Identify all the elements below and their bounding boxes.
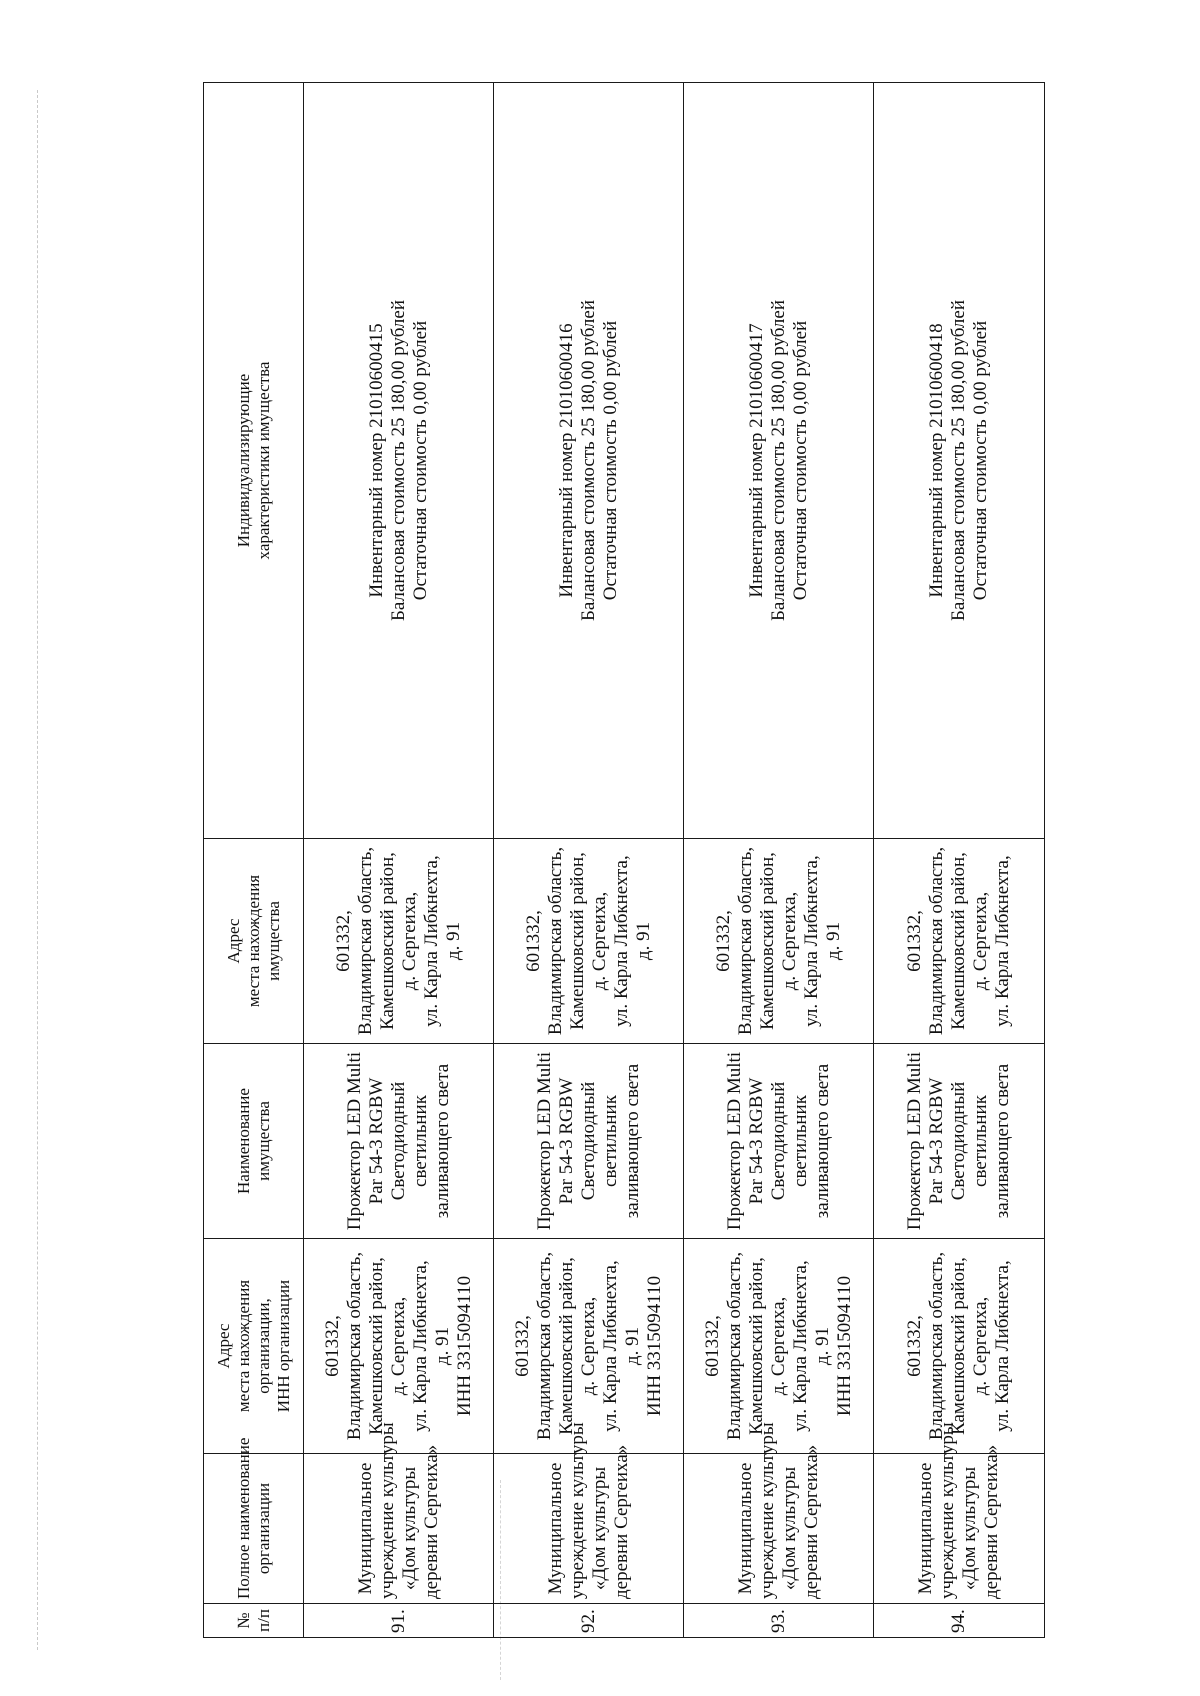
cell-line: деревни Сергеиха» <box>420 1444 442 1599</box>
characteristics-cell <box>494 83 684 839</box>
cell-line: Владимирская область, <box>544 846 566 1036</box>
cell-line: Наименование <box>233 1088 253 1194</box>
cell-line: ул. Карла Либкнехта, <box>789 1260 811 1432</box>
cell-line: 601332, <box>904 910 925 972</box>
cell-line: д. Сергеиха, <box>970 891 991 991</box>
characteristics-cell <box>304 83 494 839</box>
cell-line: деревни Сергеиха» <box>800 1444 822 1599</box>
cell-line: учреждение культуры <box>756 1422 778 1599</box>
cell-line: 601332, <box>522 910 544 972</box>
scan-artifact-line <box>37 90 38 1650</box>
cell-line: Владимирская область, <box>354 846 376 1036</box>
header-characteristics <box>204 83 304 839</box>
cell-line: Камешковский район, <box>948 1257 969 1435</box>
cell-line: Балансовая стоимость 25 180,00 рублей <box>577 300 599 621</box>
cell-line: Адрес <box>223 918 243 964</box>
cell-line: Камешковский район, <box>745 1257 767 1435</box>
org-address-cell <box>494 1239 684 1454</box>
cell-line: Светодиодный <box>948 1081 969 1201</box>
cell-line: Балансовая стоимость 25 180,00 рублей <box>948 300 969 621</box>
cell-line: учреждение культуры <box>566 1422 588 1599</box>
table-row <box>684 83 874 1638</box>
cell-line: Инвентарный номер 21010600416 <box>555 323 577 598</box>
cell-line: Камешковский район, <box>365 1257 387 1435</box>
cell-line: Камешковский район, <box>376 852 398 1030</box>
cell-line: учреждение культуры <box>937 1422 958 1599</box>
cell-line: д. Сергеиха, <box>577 1296 599 1396</box>
property-name-cell <box>304 1044 494 1239</box>
cell-line: светильник <box>789 1095 811 1187</box>
cell-line: Камешковский район, <box>555 1257 577 1435</box>
cell-line: Прожектор LED Multi <box>343 1051 365 1231</box>
cell-line: 601332, <box>511 1315 533 1377</box>
row-number: 93. <box>684 1604 874 1638</box>
cell-line: Балансовая стоимость 25 180,00 рублей <box>387 300 409 621</box>
cell-line: 601332, <box>701 1315 723 1377</box>
cell-line: Муниципальное <box>354 1462 376 1595</box>
cell-line: д. 91 <box>442 921 464 961</box>
characteristics-cell <box>684 83 874 839</box>
cell-line: Par 54-3 RGBW <box>926 1077 947 1205</box>
cell-line: характеристики имущества <box>253 361 273 560</box>
cell-line: Камешковский район, <box>756 852 778 1030</box>
cell-line: Par 54-3 RGBW <box>745 1077 767 1205</box>
rotated-table-wrapper <box>203 82 1045 1638</box>
property-table <box>203 82 1045 1638</box>
cell-line: места нахождения <box>243 874 263 1008</box>
property-name-cell <box>874 1044 1045 1239</box>
cell-line: Прожектор LED Multi <box>904 1051 925 1231</box>
cell-line: Балансовая стоимость 25 180,00 рублей <box>767 300 789 621</box>
cell-line: Остаточная стоимость 0,00 рублей <box>409 320 431 601</box>
cell-line: Владимирская область, <box>734 846 756 1036</box>
cell-line: д. Сергеиха, <box>588 891 610 991</box>
cell-line: организации <box>253 1482 273 1575</box>
cell-line: д. Сергеиха, <box>970 1296 991 1396</box>
cell-line: Прожектор LED Multi <box>533 1051 555 1231</box>
header-org-address <box>204 1239 304 1454</box>
cell-line: ул. Карла Либкнехта, <box>992 855 1013 1027</box>
cell-line: Полное наименование <box>233 1437 253 1599</box>
cell-line: «Дом культуры <box>588 1466 610 1591</box>
table-row <box>494 83 684 1638</box>
cell-line: деревни Сергеиха» <box>610 1444 632 1599</box>
row-number: 92. <box>494 1604 684 1638</box>
org-name-cell <box>494 1422 684 1604</box>
cell-line: Муниципальное <box>734 1462 756 1595</box>
property-address-cell <box>494 839 684 1044</box>
table-header-row <box>204 83 304 1638</box>
cell-line: Муниципальное <box>544 1462 566 1595</box>
header-num <box>204 1604 304 1638</box>
cell-line: Владимирская область, <box>723 1251 745 1441</box>
cell-line: Инвентарный номер 21010600417 <box>745 323 767 598</box>
cell-line: ул. Карла Либкнехта, <box>599 1260 621 1432</box>
characteristics-cell <box>874 83 1045 839</box>
cell-line: ИНН 3315094110 <box>833 1275 855 1417</box>
cell-line: места нахождения <box>233 1279 253 1413</box>
cell-line: Владимирская область, <box>343 1251 365 1441</box>
cell-line: Инвентарный номер 21010600418 <box>926 323 947 598</box>
cell-line: заливающего света <box>621 1063 643 1219</box>
property-address-cell <box>304 839 494 1044</box>
cell-line: «Дом культуры <box>778 1466 800 1591</box>
cell-line: Муниципальное <box>915 1462 936 1595</box>
cell-line: светильник <box>599 1095 621 1187</box>
cell-line: Адрес <box>213 1323 233 1369</box>
cell-line: Камешковский район, <box>948 852 969 1030</box>
cell-line: ул. Карла Либкнехта, <box>409 1260 431 1432</box>
cell-line: заливающего света <box>811 1063 833 1219</box>
cell-line: светильник <box>970 1095 991 1187</box>
cell-line: ИНН 3315094110 <box>643 1275 665 1417</box>
cell-line: д. 91 <box>822 921 844 961</box>
cell-line: Владимирская область, <box>533 1251 555 1441</box>
cell-line: 601332, <box>321 1315 343 1377</box>
cell-line: Светодиодный <box>577 1081 599 1201</box>
cell-line: ул. Карла Либкнехта, <box>800 855 822 1027</box>
cell-line: ул. Карла Либкнехта, <box>610 855 632 1027</box>
header-property-address <box>204 839 304 1044</box>
property-address-cell <box>684 839 874 1044</box>
cell-line: д. Сергеиха, <box>767 1296 789 1396</box>
cell-line: Светодиодный <box>767 1081 789 1201</box>
cell-line: № <box>233 1612 253 1629</box>
cell-line: «Дом культуры <box>398 1466 420 1591</box>
cell-line: заливающего света <box>431 1063 453 1219</box>
org-name-cell <box>874 1422 1045 1604</box>
cell-line: д. 91 <box>811 1326 833 1366</box>
cell-line: д. 91 <box>632 921 654 961</box>
header-property-name <box>204 1044 304 1239</box>
cell-line: 601332, <box>904 1315 925 1377</box>
cell-line: ИНН 3315094110 <box>453 1275 475 1417</box>
cell-line: Остаточная стоимость 0,00 рублей <box>789 320 811 601</box>
cell-line: п/п <box>253 1609 273 1632</box>
cell-line: Владимирская область, <box>926 1251 947 1441</box>
cell-line: Прожектор LED Multi <box>723 1051 745 1231</box>
cell-line: Остаточная стоимость 0,00 рублей <box>599 320 621 601</box>
org-address-cell <box>304 1239 494 1454</box>
cell-line: Par 54-3 RGBW <box>555 1077 577 1205</box>
cell-line: д. 91 <box>621 1326 643 1366</box>
cell-line: ИНН организации <box>273 1279 293 1413</box>
table-row <box>874 83 1045 1638</box>
cell-line: учреждение культуры <box>376 1422 398 1599</box>
cell-line: ул. Карла Либкнехта, <box>992 1260 1013 1432</box>
cell-line: Par 54-3 RGBW <box>365 1077 387 1205</box>
cell-line: Светодиодный <box>387 1081 409 1201</box>
cell-line: д. 91 <box>431 1326 453 1366</box>
cell-line: д. Сергеиха, <box>387 1296 409 1396</box>
property-address-cell <box>874 839 1045 1044</box>
cell-line: «Дом культуры <box>959 1466 980 1591</box>
cell-line: Владимирская область, <box>926 846 947 1036</box>
org-address-cell <box>874 1239 1045 1454</box>
cell-line: Камешковский район, <box>566 852 588 1030</box>
header-org-name <box>204 1437 304 1604</box>
cell-line: ул. Карла Либкнехта, <box>420 855 442 1027</box>
cell-line: д. Сергеиха, <box>398 891 420 991</box>
property-name-cell <box>684 1044 874 1239</box>
cell-line: имущества <box>253 1101 273 1181</box>
cell-line: Инвентарный номер 21010600415 <box>365 323 387 598</box>
row-number: 91. <box>304 1604 494 1638</box>
cell-line: светильник <box>409 1095 431 1187</box>
org-name-cell <box>684 1422 874 1604</box>
cell-line: 601332, <box>712 910 734 972</box>
org-name-cell <box>304 1422 494 1604</box>
property-name-cell <box>494 1044 684 1239</box>
table-row <box>304 83 494 1638</box>
cell-line: деревни Сергеиха» <box>981 1444 1002 1599</box>
cell-line: 601332, <box>332 910 354 972</box>
row-number: 94. <box>874 1604 1045 1638</box>
cell-line: Индивидуализирующие <box>233 373 253 548</box>
cell-line: организации, <box>253 1298 273 1394</box>
cell-line: имущества <box>263 901 283 981</box>
org-address-cell <box>684 1239 874 1454</box>
cell-line: Остаточная стоимость 0,00 рублей <box>970 320 991 601</box>
cell-line: заливающего света <box>992 1063 1013 1219</box>
cell-line: д. Сергеиха, <box>778 891 800 991</box>
